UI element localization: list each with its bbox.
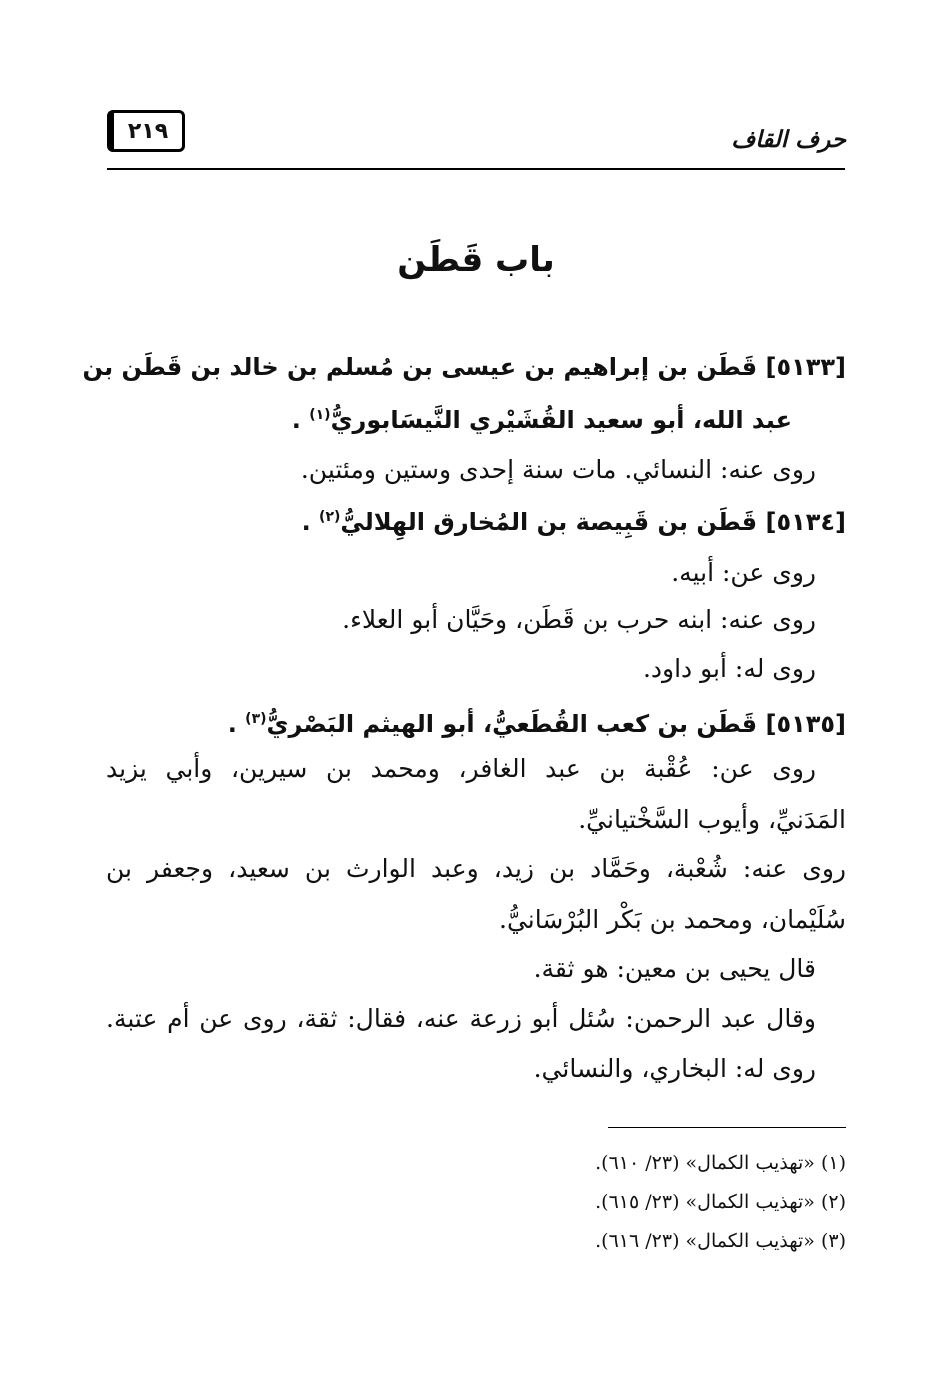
entry-5135-heading: [٥١٣٥] قَطَن بن كعب القُطَعيُّ، أبو الهيثم البَصْريُّ$^{(٣)}$ . <box>227 710 846 738</box>
footnote-rule <box>608 1127 846 1128</box>
footnote-1: (١) «تهذيب الكمال» (٢٣/ ٦١٠). <box>595 1152 846 1174</box>
entry-5134-name: [٥١٣٤] قَطَن بن قَبِيصة بن المُخارق الهِلاليُّ <box>340 508 846 536</box>
entry-5133-heading-line1: [٥١٣٣] قَطَن بن إبراهيم بن عيسى بن مُسلم بن خالد بن قَطَن بن <box>82 353 846 381</box>
entry-5134-reported-by: روى له: أبو داود. <box>642 654 816 683</box>
running-header-title: حرف القاف <box>731 127 846 153</box>
entry-5133-name: عبد الله، أبو سعيد القُشَيْري النَّيسَابوريُّ <box>330 406 792 434</box>
entry-5135-name: [٥١٣٥] قَطَن بن كعب القُطَعيُّ، أبو الهيثم البَصْريُّ <box>266 710 846 738</box>
entry-5134-heading: [٥١٣٤] قَطَن بن قَبِيصة بن المُخارق الهِلاليُّ$^{(٢)}$ . <box>301 508 846 536</box>
entry-5135-narrated-by-line2: سُلَيْمان، ومحمد بن بَكْر البُرْسَانيُّ. <box>499 905 846 934</box>
footnote-ref-3: (٣) <box>245 711 267 727</box>
entry-5133-narration: روى عنه: النسائي. مات سنة إحدى وستين ومئتين. <box>300 455 816 484</box>
entry-5135-narrated-by-line1: روى عنه: شُعْبة، وحَمَّاد بن زيد، وعبد الوارث بن سعيد، وجعفر بن <box>106 854 846 883</box>
chapter-title: باب قَطَن <box>397 240 555 280</box>
entry-5135-ibn-maeen: قال يحيى بن معين: هو ثقة. <box>533 954 816 983</box>
entry-5134-narrated-by: روى عنه: ابنه حرب بن قَطَن، وحَيَّان أبو العلاء. <box>342 605 816 634</box>
entry-5135-narrated-from-line2: المَدَنيِّ، وأيوب السَّخْتيانيِّ. <box>578 805 846 834</box>
page-number: ٢١٩ <box>127 118 169 144</box>
entry-5135-narrated-from-line1: روى عن: عُقْبة بن عبد الغافر، ومحمد بن سيرين، وأبي يزيد <box>106 754 816 783</box>
entry-5135-reported-by: روى له: البخاري، والنسائي. <box>533 1054 816 1083</box>
entry-5135-abu-zura: وقال عبد الرحمن: سُئل أبو زرعة عنه، فقال: ثقة، روى عن أم عتبة. <box>106 1004 816 1033</box>
footnote-3: (٣) «تهذيب الكمال» (٢٣/ ٦١٦). <box>595 1230 846 1252</box>
entry-5133-heading-line2: عبد الله، أبو سعيد القُشَيْري النَّيسَابوريُّ$^{(١)}$ . <box>291 406 792 434</box>
footnote-ref-1: (١) <box>309 407 331 423</box>
footnote-2: (٢) «تهذيب الكمال» (٢٣/ ٦١٥). <box>595 1191 846 1213</box>
page-number-box <box>107 110 185 152</box>
footnote-ref-2: (٢) <box>319 509 341 525</box>
entry-5134-narrated-from: روى عن: أبيه. <box>671 558 816 587</box>
header-rule <box>107 168 845 170</box>
